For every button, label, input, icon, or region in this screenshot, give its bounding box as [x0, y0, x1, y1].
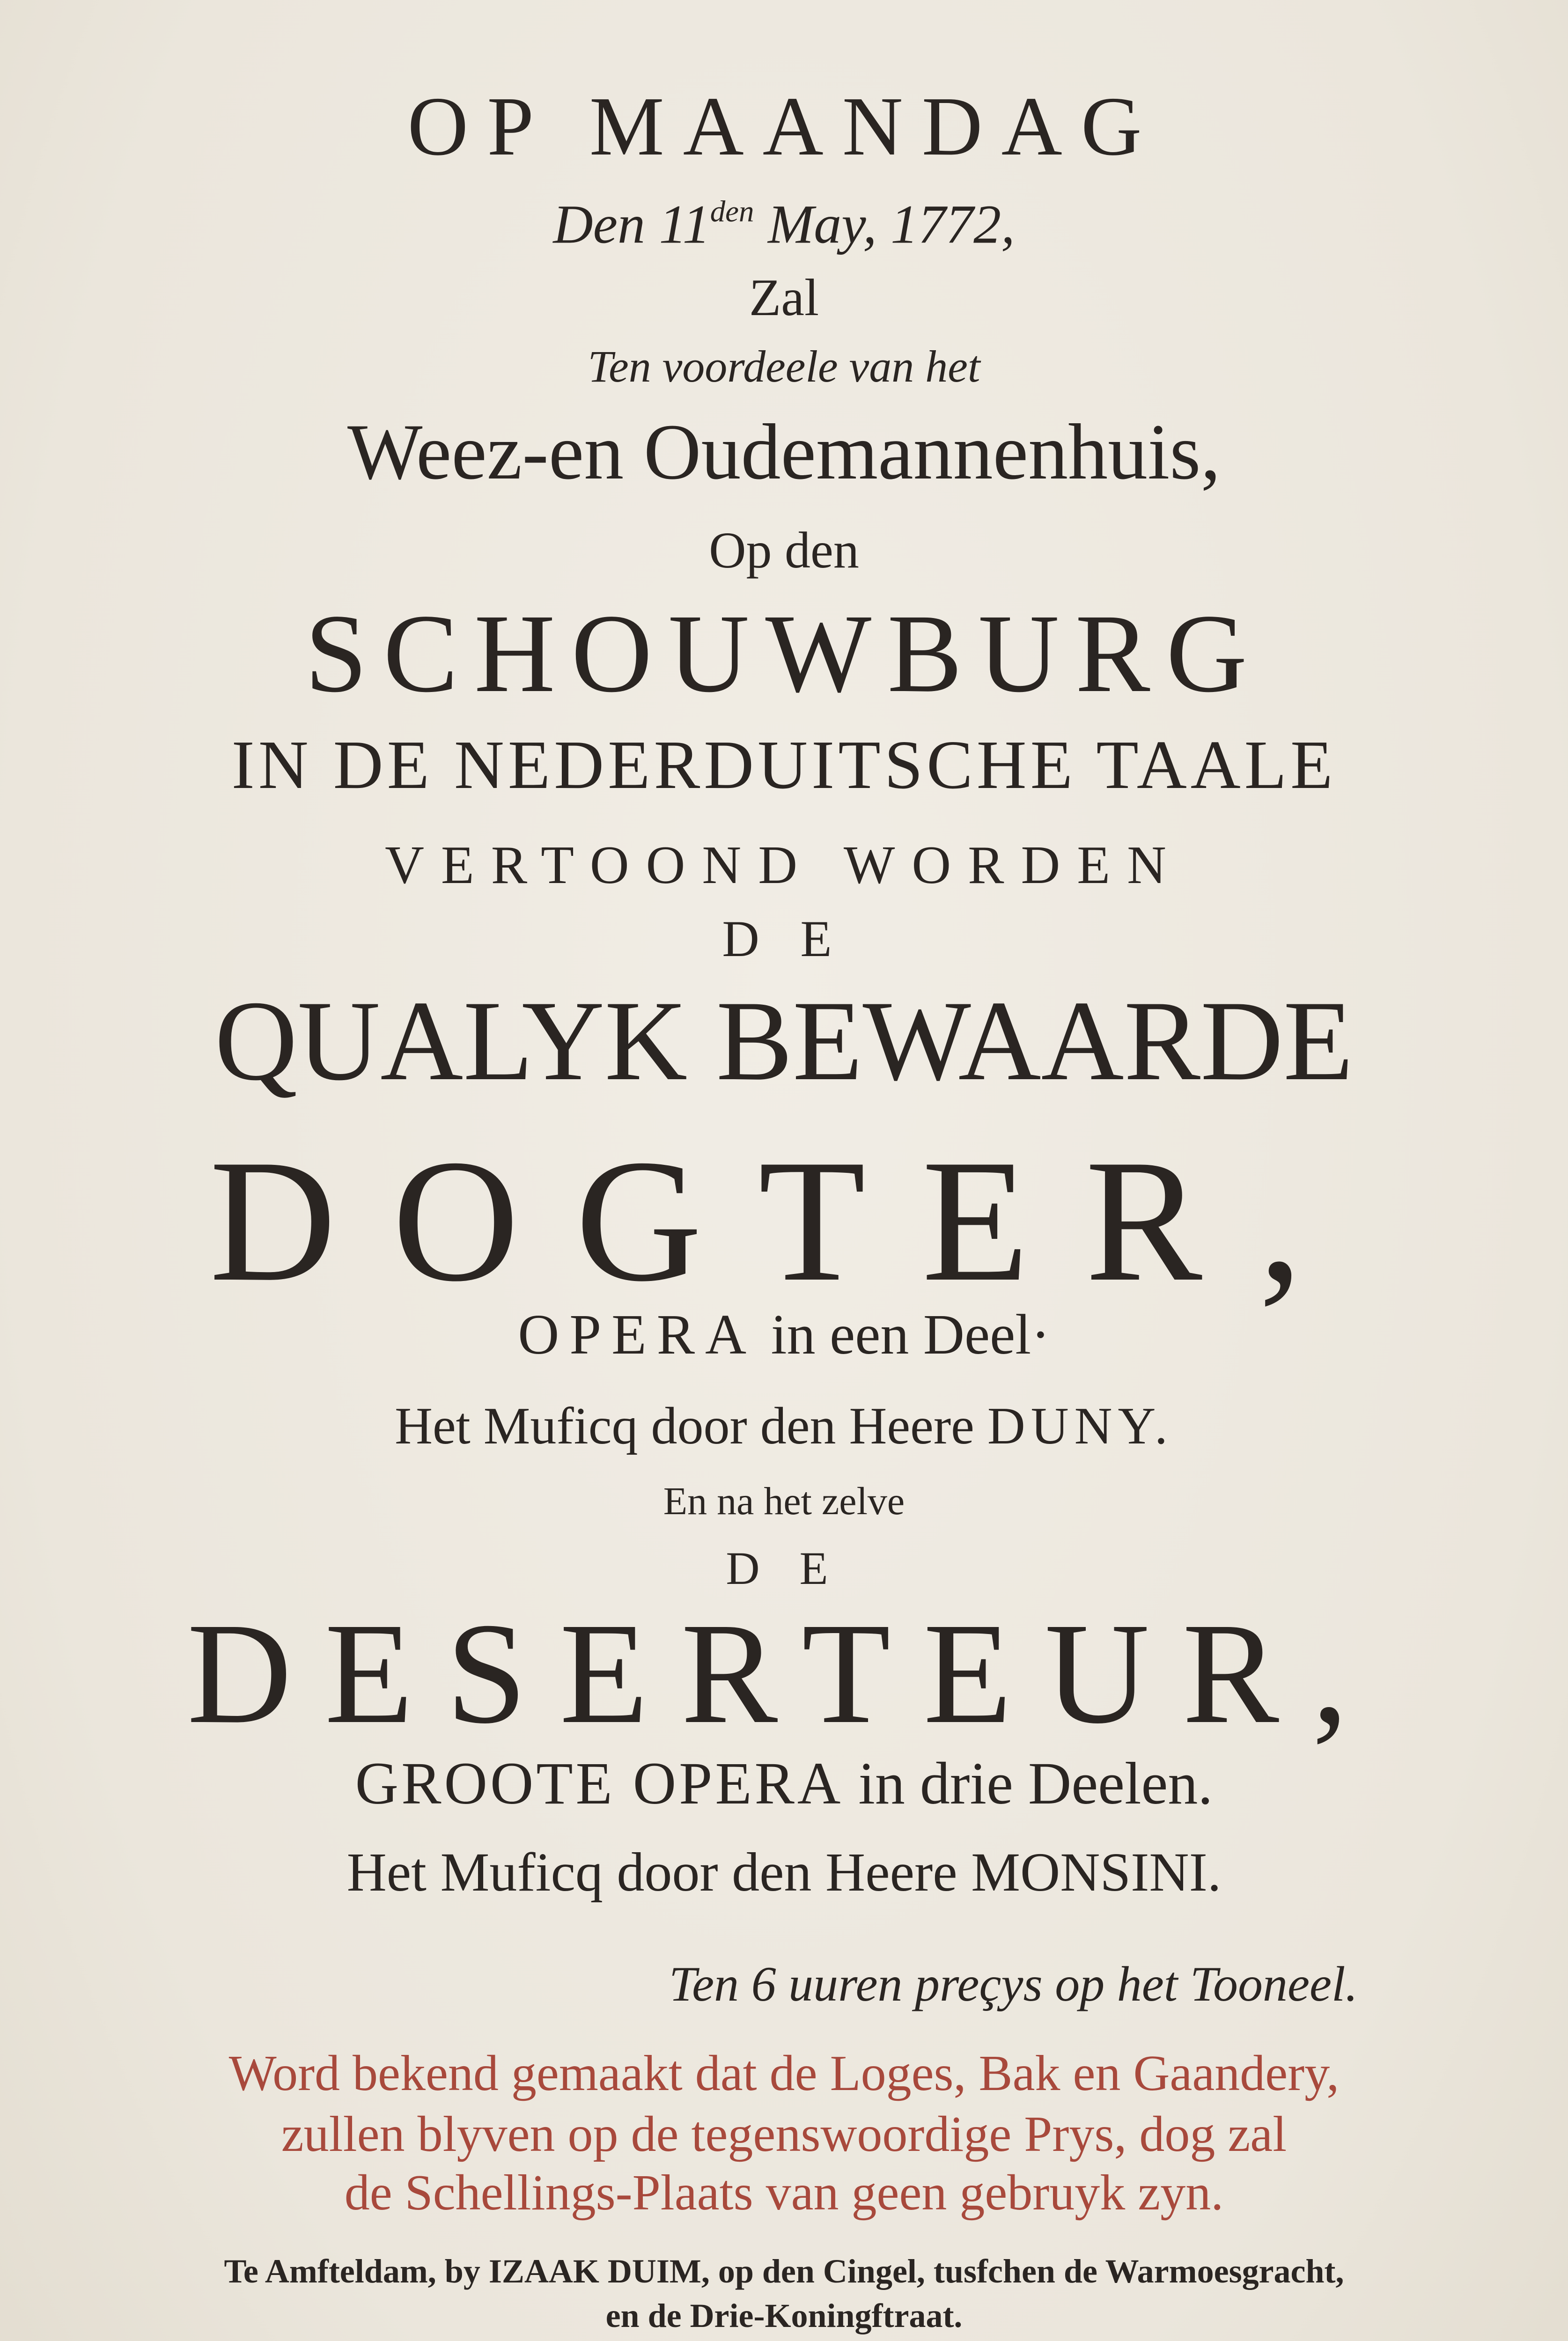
language-line: IN DE NEDERDUITSCHE TAALE [231, 727, 1337, 803]
music-1-line [0, 1397, 1568, 1455]
op-den-line: Op den [709, 522, 859, 579]
shown-line: VERTOOND WORDEN [385, 835, 1183, 895]
house-name: Weez-en Oudemannenhuis, [347, 408, 1221, 496]
title-qualyk-bewaarde: QUALYK BEWAARDE [214, 977, 1354, 1104]
time-line: Ten 6 uuren preçys op het Tooneel. [669, 1957, 1358, 2011]
printer-line-2: en de Drie-Koningftraat. [605, 2297, 963, 2334]
title-dogter: DOGTER, [209, 1124, 1359, 1318]
theatre-name: SCHOUWBURG [305, 591, 1263, 715]
printer-line-1: Te Amfteldam, by IZAAK DUIM, op den Cingel, tusfchen de Warmoesgracht, [224, 2253, 1344, 2290]
benefit-line: Ten voordeele van het [588, 341, 980, 391]
zal-line: Zal [749, 269, 819, 327]
opera-1-rest: in een Deel· [757, 1303, 1050, 1366]
opera-1-line [0, 1303, 1568, 1366]
date-prefix: Den 11 [553, 193, 710, 255]
after-line: En na het zelve [663, 1480, 905, 1523]
music-1-prefix: Het Muficq door den Heere [395, 1397, 987, 1455]
title-deserteur: DESERTEUR, [187, 1593, 1381, 1754]
opera-2-rest: in drie Deelen. [843, 1750, 1213, 1817]
opera-1-caps: OPERA [518, 1303, 757, 1366]
music-1-composer: DUNY. [987, 1397, 1173, 1455]
notice-line-1: Word bekend gemaakt dat de Loges, Bak en Gaandery, [228, 2046, 1340, 2101]
notice-line-2: zullen blyven op de tegenswoordige Prys, dog zal [281, 2106, 1287, 2162]
article-de-1: D E [722, 910, 846, 967]
music-2-line: Het Muficq door den Heere MONSINI. [346, 1841, 1222, 1903]
article-de-2: D E [726, 1542, 842, 1594]
opera-2-line [0, 1750, 1568, 1817]
notice-line-3: de Schellings-Plaats van geen gebruyk zyn. [344, 2165, 1224, 2221]
opera-2-caps: GROOTE OPERA [355, 1750, 844, 1817]
date-suffix: May, 1772, [754, 193, 1015, 255]
heading-op-maandag: OP MAANDAG [407, 80, 1161, 173]
date-line [0, 193, 1568, 255]
date-sup: den [710, 195, 754, 228]
